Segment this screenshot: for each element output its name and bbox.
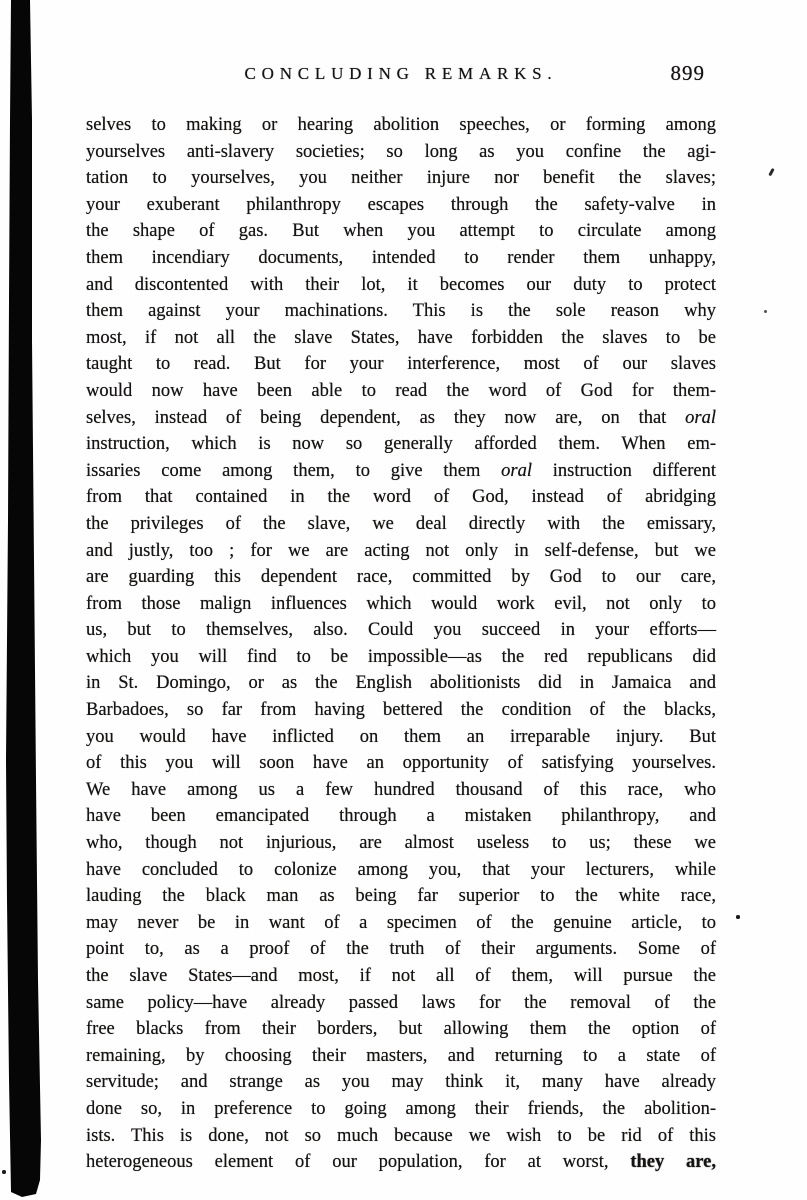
text-line: done so, in preference to going among their friends, the abolition-: [86, 1098, 716, 1119]
text-line: are guarding this dependent race, committed by God to our care,: [86, 567, 716, 588]
text-line: servitude; and strange as you may think it, many have already: [86, 1072, 716, 1093]
text-line: from those malign influences which would work evil, not only to: [86, 593, 716, 614]
text-line: have been emancipated through a mistaken philanthropy, and: [86, 806, 716, 827]
page-header: [86, 61, 716, 92]
text-line: selves to making or hearing abolition speeches, or forming among: [86, 115, 716, 135]
text-line: same policy—have already passed laws for the removal of the: [86, 992, 716, 1013]
page-content: [86, 0, 716, 1176]
text-line: the privileges of the slave, we deal directly with the emissary,: [86, 513, 716, 534]
body-text: [86, 112, 716, 1176]
text-line: and justly, too ; for we are acting not only in self-defense, but we: [86, 540, 716, 561]
text-line: We have among us a few hundred thousand of this race, who: [86, 779, 716, 800]
scan-noise-dot: [2, 1170, 6, 1174]
text-line: heterogeneous element of our population, for at worst, they are,: [86, 1152, 717, 1173]
text-line: would now have been able to read the word of God for them-: [86, 380, 716, 401]
text-line: us, but to themselves, also. Could you succeed in your efforts—: [86, 620, 716, 641]
text-line: ists. This is done, not so much because we wish to be rid of this: [86, 1125, 716, 1146]
text-line: you would have inflicted on them an irreparable injury. But: [86, 726, 716, 747]
text-line: in St. Domingo, or as the English abolitionists did in Jamaica and: [86, 673, 716, 694]
text-line: of this you will soon have an opportunity of satisfying yourselves.: [86, 753, 716, 774]
text-line: have concluded to colonize among you, that your lecturers, while: [86, 859, 716, 880]
scan-noise-dot: [736, 915, 740, 919]
text-line: who, though not injurious, are almost useless to us; these we: [86, 833, 716, 854]
text-line: them against your machinations. This is the sole reason why: [86, 301, 716, 322]
text-line: free blacks from their borders, but allowing them the option of: [86, 1019, 716, 1040]
text-line: lauding the black man as being far superior to the white race,: [86, 886, 716, 907]
scan-noise-tick: [768, 168, 774, 176]
text-line: tation to yourselves, you neither injure nor benefit the slaves;: [86, 168, 716, 189]
text-line: which you will find to be impossible—as the red republicans did: [86, 646, 716, 667]
text-line: your exuberant philanthropy escapes through the safety-valve in: [86, 194, 716, 215]
text-line: the shape of gas. But when you attempt to circulate among: [86, 221, 716, 242]
text-line: from that contained in the word of God, instead of abridging: [86, 487, 716, 508]
text-line: instruction, which is now so generally afforded them. When em-: [86, 434, 716, 455]
scan-gutter-shadow: [0, 0, 46, 1200]
text-line: them incendiary documents, intended to render them unhappy,: [86, 247, 716, 268]
text-line: point to, as a proof of the truth of their arguments. Some of: [86, 939, 716, 960]
page-number: 899: [670, 61, 705, 85]
text-line: selves, instead of being dependent, as they now are, on that oral: [86, 407, 716, 428]
scan-noise-dot: [764, 310, 767, 313]
text-line: and discontented with their lot, it becomes our duty to protect: [86, 274, 716, 295]
text-line: most, if not all the slave States, have forbidden the slaves to be: [86, 327, 716, 348]
text-line: taught to read. But for your interference, most of our slaves: [86, 354, 716, 375]
running-head: CONCLUDING REMARKS.: [244, 64, 558, 83]
text-line: remaining, by choosing their masters, and returning to a state of: [86, 1045, 716, 1066]
text-line: Barbadoes, so far from having bettered the condition of the blacks,: [86, 700, 716, 721]
text-line: the slave States—and most, if not all of them, will pursue the: [86, 966, 716, 986]
text-line: yourselves anti-slavery societies; so long as you confine the agi-: [86, 141, 716, 162]
text-line: issaries come among them, to give them oral instruction different: [86, 460, 716, 481]
text-line: may never be in want of a specimen of the genuine article, to: [86, 912, 716, 933]
